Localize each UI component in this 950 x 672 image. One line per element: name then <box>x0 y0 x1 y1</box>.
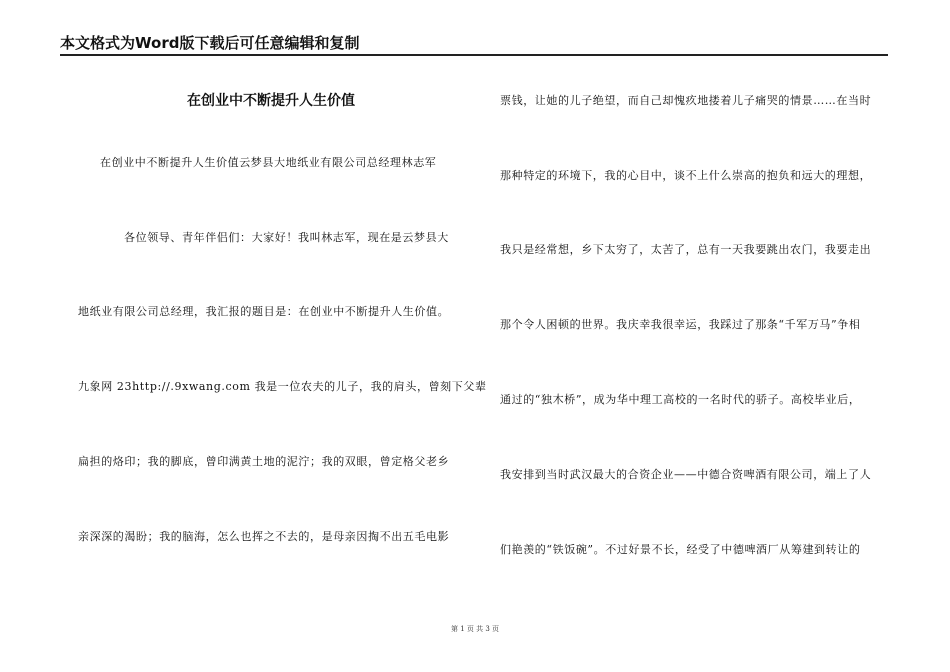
right-line-5: 通过的“独木桥”，成为华中理工高校的一名时代的骄子。高校毕业后， <box>500 393 861 406</box>
left-line-6: 亲深深的渴盼；我的脑海，怎么也挥之不去的，是母亲因掏不出五毛电影 <box>78 530 450 543</box>
header-title: 本文格式为Word版下载后可任意编辑和复制 <box>60 34 360 52</box>
right-line-4: 那个令人困顿的世界。我庆幸我很幸运，我踩过了那条“千军万马”争相 <box>500 318 861 331</box>
document-title: 在创业中不断提升人生价值 <box>187 93 355 109</box>
right-line-3: 我只是经常想，乡下太穷了，太苦了，总有一天我要跳出农门，我要走出 <box>500 243 872 256</box>
page-header <box>60 34 888 56</box>
left-line-2: 各位领导、青年伴侣们：大家好！我叫林志军，现在是云梦县大 <box>124 231 449 244</box>
right-line-2: 那种特定的环境下，我的心目中，谈不上什么崇高的抱负和远大的理想， <box>500 169 872 182</box>
left-line-4: 九象网 23http://.9xwang.com 我是一位农夫的儿子，我的肩头，曾刻下父辈 <box>78 380 487 393</box>
right-line-6: 我安排到当时武汉最大的合资企业——中德合资啤酒有限公司，端上了人 <box>500 468 872 481</box>
right-line-7: 们艳羡的“铁饭碗”。不过好景不长，经受了中德啤酒厂从筹建到转让的 <box>500 543 861 556</box>
page-number: 第 1 页 共 3 页 <box>450 625 500 633</box>
right-line-1: 票钱，让她的儿子绝望，而自己却愧疚地搂着儿子痛哭的情景……在当时 <box>500 94 872 107</box>
left-line-3: 地纸业有限公司总经理，我汇报的题目是：在创业中不断提升人生价值。 <box>78 305 450 318</box>
left-line-5: 扁担的烙印；我的脚底，曾印满黄土地的泥泞；我的双眼，曾定格父老乡 <box>78 455 450 468</box>
left-line-1: 在创业中不断提升人生价值云梦县大地纸业有限公司总经理林志军 <box>100 156 437 169</box>
